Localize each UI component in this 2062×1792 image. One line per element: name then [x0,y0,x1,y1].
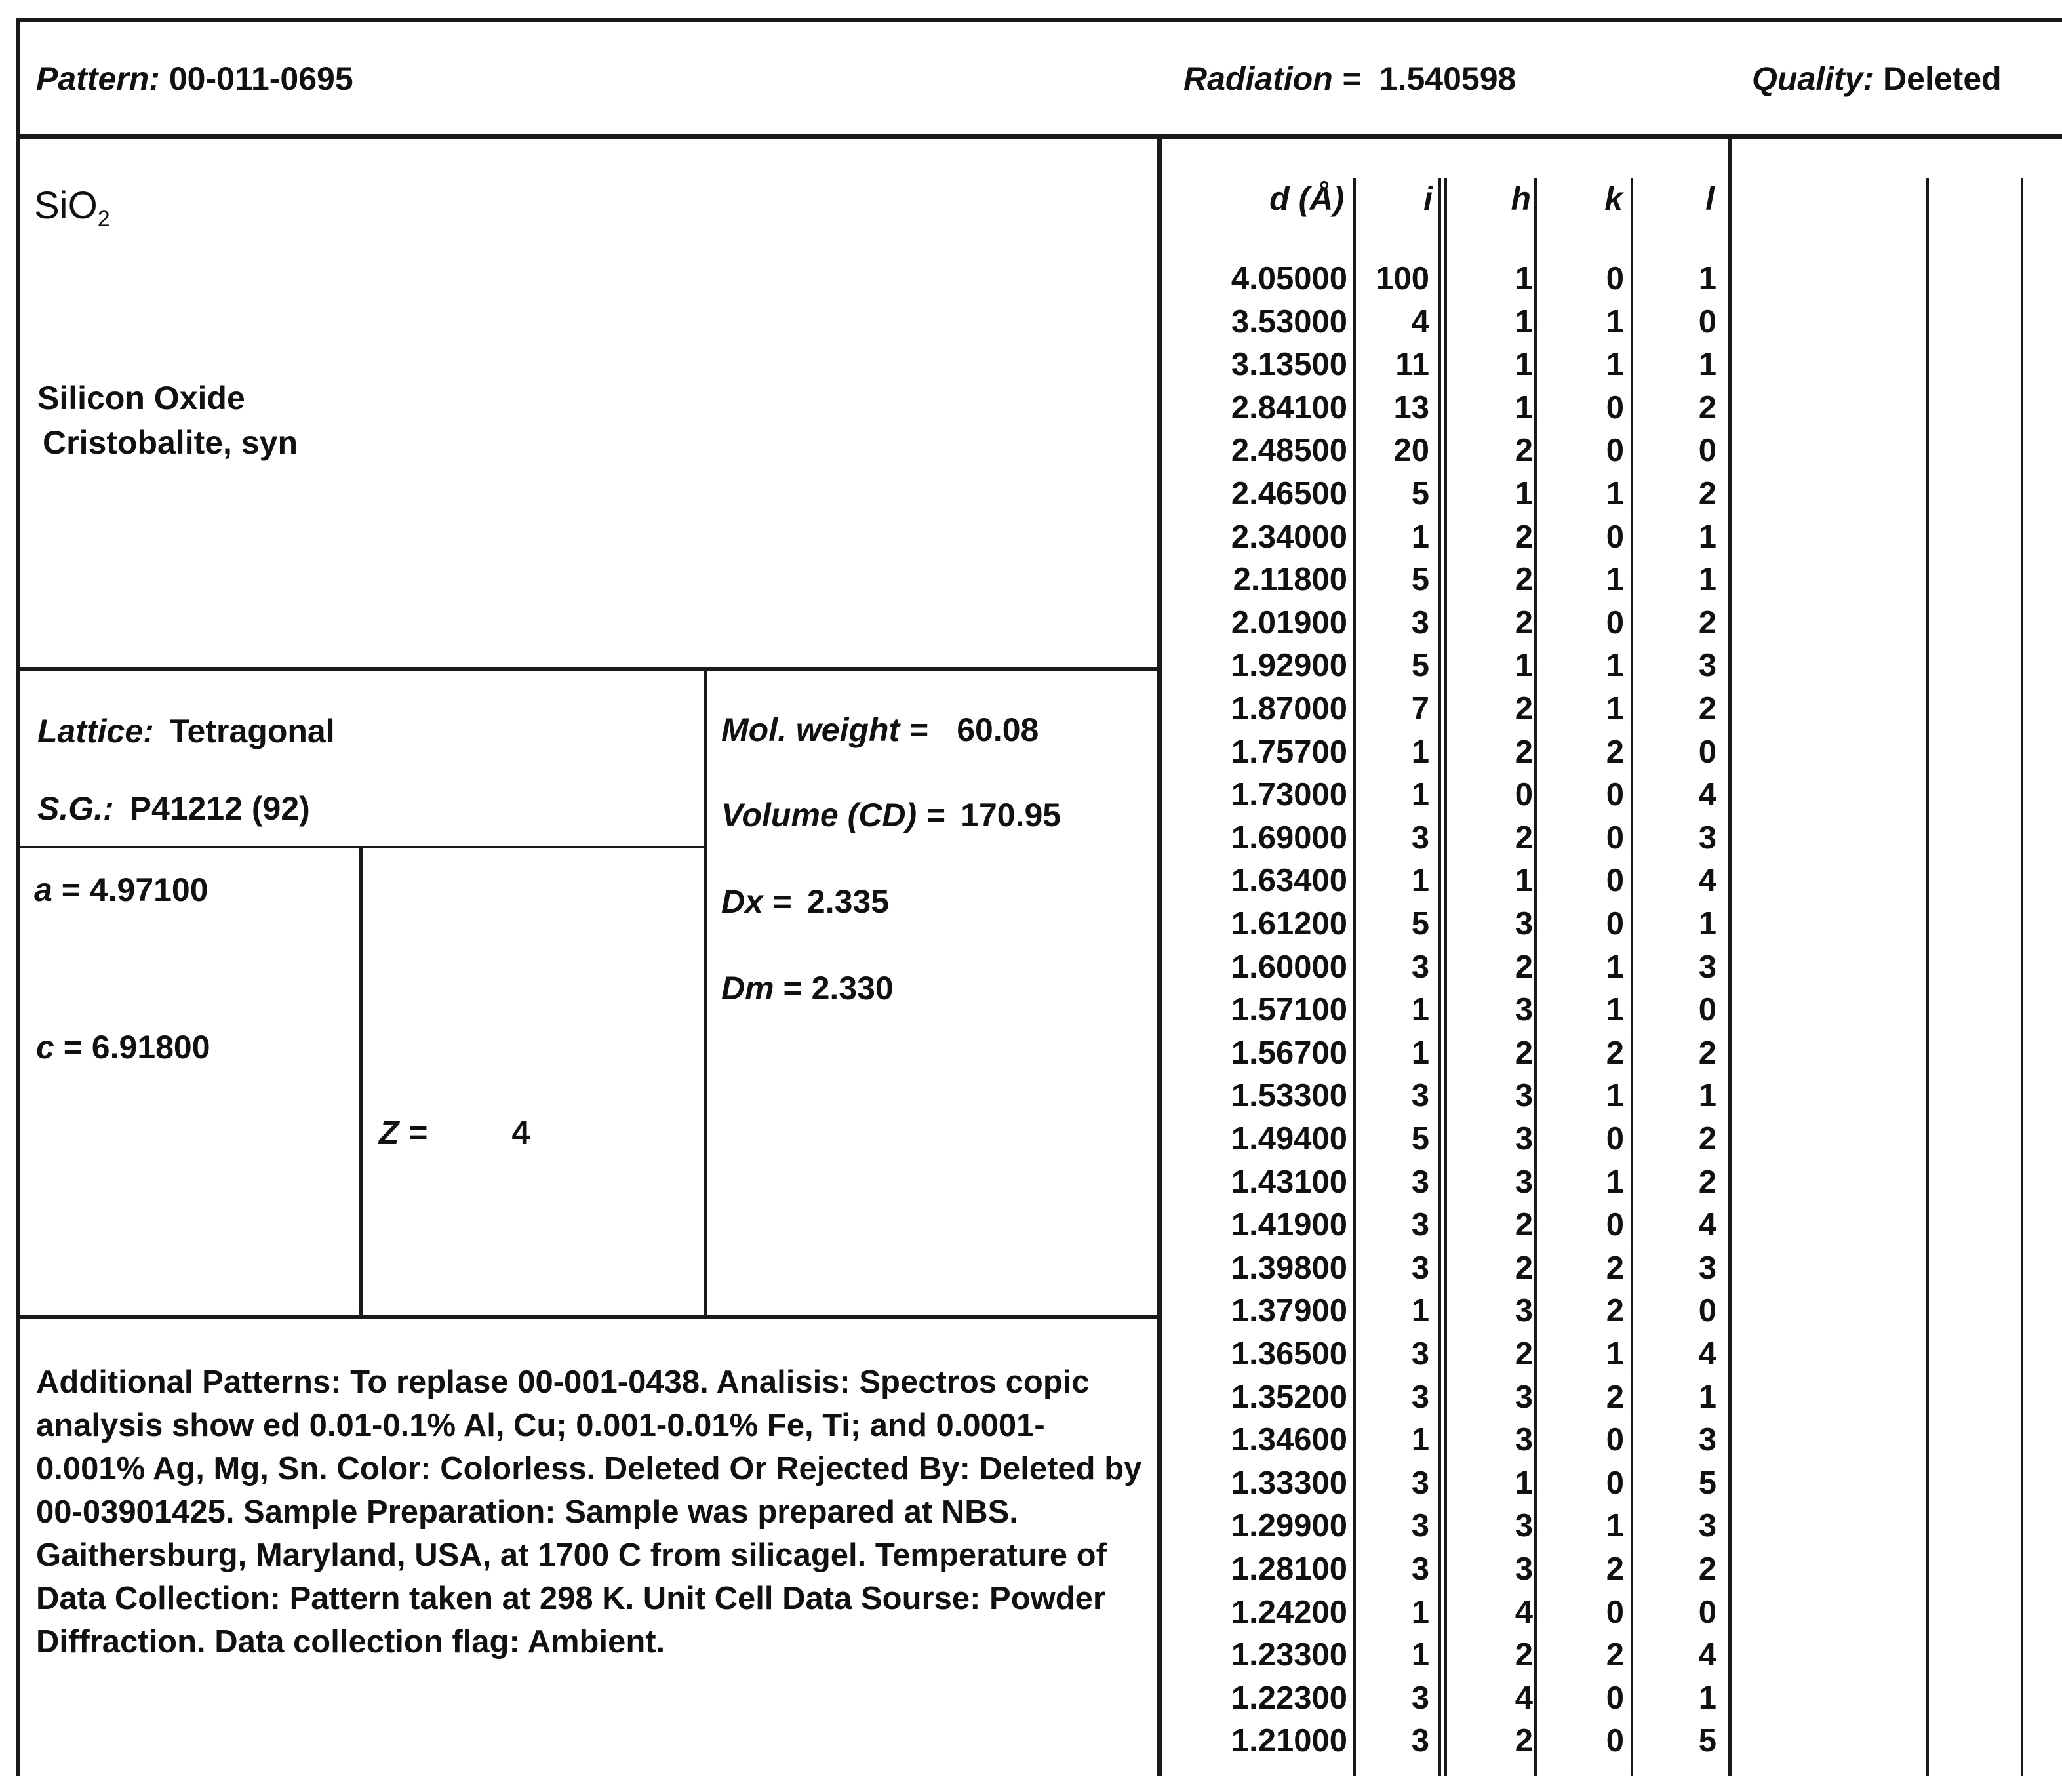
cell-k: 0 [1606,1207,1624,1243]
header-bottom-border [16,134,2062,139]
cell-d: 1.24200 [1231,1594,1347,1630]
cell-i: 3 [1411,820,1429,856]
cell-l: 2 [1698,476,1716,511]
cell-l: 1 [1698,519,1716,555]
cell-l: 1 [1698,906,1716,942]
radiation-field [1183,62,1516,95]
cell-i: 20 [1393,433,1429,469]
cell-h: 2 [1515,1035,1533,1071]
cell-h: 2 [1515,691,1533,727]
cell-l: 5 [1698,1465,1716,1501]
cell-k: 2 [1606,1551,1624,1587]
table-row [1180,1418,1744,1462]
top-border [16,18,2062,22]
cell-d: 1.43100 [1231,1164,1347,1200]
dm-value: = 2.330 [783,970,894,1006]
cell-l: 0 [1698,1293,1716,1329]
cell-h: 2 [1515,1250,1533,1286]
cell-i: 1 [1411,863,1429,899]
lattice-field [37,715,335,747]
cell-l: 2 [1698,605,1716,641]
cell-d: 2.11800 [1233,562,1347,598]
chemical-formula [34,184,110,231]
cell-k: 1 [1606,347,1624,383]
cell-k: 1 [1606,1508,1624,1544]
cell-d: 2.34000 [1231,519,1347,555]
cell-d: 1.56700 [1231,1035,1347,1071]
cell-k: 0 [1606,1422,1624,1458]
table-row [1180,1462,1744,1505]
params-divider [704,669,707,1318]
cell-k: 0 [1606,1594,1624,1630]
table-row [1180,946,1744,989]
cell-l: 0 [1698,304,1716,340]
cell-i: 3 [1411,1379,1429,1415]
cell-i: 3 [1411,1250,1429,1286]
cell-d: 3.13500 [1231,347,1347,383]
cell-k: 0 [1606,1465,1624,1501]
cell-k: 1 [1606,304,1624,340]
cell-h: 1 [1515,304,1533,340]
table-row [1180,1031,1744,1075]
cell-k: 1 [1606,949,1624,985]
cell-k: 1 [1606,691,1624,727]
header-i: i [1423,180,1433,217]
cell-k: 0 [1606,777,1624,813]
cell-d: 1.69000 [1231,820,1347,856]
quality-value: Deleted [1883,60,2002,97]
cell-l: 3 [1698,949,1716,985]
cell-i: 1 [1411,777,1429,813]
table-row [1180,730,1744,774]
cell-d: 1.53300 [1231,1078,1347,1114]
radiation-value: 1.540598 [1379,60,1517,97]
sg-value: P41212 (92) [129,790,310,827]
cell-d: 1.28100 [1231,1551,1347,1587]
table-row [1180,902,1744,946]
cell-l: 0 [1698,433,1716,469]
a-label: a [34,871,52,908]
table-row [1180,1504,1744,1547]
table-row [1180,1633,1744,1677]
cell-d: 1.92900 [1231,648,1347,684]
cell-h: 4 [1515,1594,1533,1630]
cell-d: 1.34600 [1231,1422,1347,1458]
table-row [1180,429,1744,472]
cell-i: 3 [1411,1164,1429,1200]
cell-i: 11 [1395,347,1429,383]
cell-l: 1 [1698,1680,1716,1716]
z-value: 4 [511,1114,530,1151]
table-row [1180,1547,1744,1591]
cell-h: 0 [1515,777,1533,813]
cell-h: 1 [1515,648,1533,684]
table-row [1180,1376,1744,1419]
dx-label: Dx = [721,883,792,920]
cell-l: 0 [1698,734,1716,770]
table-row [1180,300,1744,344]
cell-i: 1 [1411,1594,1429,1630]
cell-d: 1.57100 [1231,992,1347,1028]
dx-value: 2.335 [806,883,890,920]
pattern-label: Pattern: [36,60,160,97]
cell-i: 1 [1411,734,1429,770]
cell-i: 1 [1411,519,1429,555]
lattice-label: Lattice: [37,713,154,749]
additional-notes: Additional Patterns: To replase 00-001-0438. Analisis: Spectros copic analysis show ed 0.01-0.1% Al, Cu; 0.001-0.01% Fe, Ti; and 0.0001-0.001% Ag, Mg, Sn. Color: Colorless. Deleted Or Rejected By: Deleted by 00-03901425. Sample Preparation: Sample was prepared at NBS. Gaithersburg, Maryland, USA, at 1700 C from silicagel. Temperature of Data Collection: Pattern taken at 298 K. Unit Cell Data Sourse: Powder Diffraction. Data collection flag: Ambient. [36,1364,1142,1660]
cell-i: 3 [1411,605,1429,641]
cell-k: 2 [1606,1035,1624,1071]
cell-k: 0 [1606,1680,1624,1716]
cell-d: 2.48500 [1231,433,1347,469]
cell-d: 1.33300 [1231,1465,1347,1501]
cell-i: 5 [1411,476,1429,511]
table-row [1180,257,1744,300]
c-label: c [36,1029,54,1065]
cell-l: 4 [1698,863,1716,899]
cell-h: 3 [1515,1422,1533,1458]
cell-k: 1 [1606,648,1624,684]
cell-i: 3 [1411,1680,1429,1716]
cell-k: 1 [1606,992,1624,1028]
cell-l: 3 [1698,1250,1716,1286]
cell-i: 5 [1411,1121,1429,1157]
z-field [379,1116,530,1149]
cell-k: 1 [1606,1336,1624,1372]
cell-h: 4 [1515,1680,1533,1716]
cell-i: 5 [1411,648,1429,684]
cell-l: 1 [1698,562,1716,598]
table-row [1180,1246,1744,1290]
cell-k: 0 [1606,433,1624,469]
cell-h: 3 [1515,1551,1533,1587]
table-row [1180,601,1744,645]
table-row [1180,687,1744,730]
left-border [16,18,20,1776]
cell-d: 1.63400 [1231,863,1347,899]
table-row [1180,515,1744,559]
pattern-value: 00-011-0695 [169,60,353,97]
table-row [1180,1074,1744,1117]
cell-i: 1 [1411,1035,1429,1071]
left-panel-right-border [1157,134,1162,1776]
cell-l: 2 [1698,1551,1716,1587]
cell-h: 1 [1515,347,1533,383]
dx-field [721,885,889,918]
sg-label: S.G.: [37,790,114,827]
z-label: Z = [379,1114,427,1151]
cell-d: 1.23300 [1231,1637,1347,1673]
cell-h: 3 [1515,992,1533,1028]
cell-l: 4 [1698,1637,1716,1673]
cell-h: 2 [1515,1336,1533,1372]
cell-h: 3 [1515,1078,1533,1114]
table-row [1180,859,1744,902]
cell-i: 3 [1411,1078,1429,1114]
cell-k: 0 [1606,605,1624,641]
cell-l: 1 [1698,261,1716,296]
cell-k: 1 [1606,562,1624,598]
cell-d: 1.22300 [1231,1680,1347,1716]
cell-k: 0 [1606,1121,1624,1157]
cell-h: 2 [1515,820,1533,856]
cell-k: 0 [1606,1723,1624,1759]
cell-k: 1 [1606,476,1624,511]
c-axis-field [36,1031,210,1064]
cell-l: 2 [1698,1035,1716,1071]
cell-i: 1 [1411,992,1429,1028]
table-row [1180,988,1744,1031]
cell-l: 3 [1698,1508,1716,1544]
cell-d: 1.37900 [1231,1293,1347,1329]
cell-i: 1 [1411,1637,1429,1673]
cell-l: 2 [1698,389,1716,426]
header-l: l [1705,180,1715,217]
cell-h: 1 [1515,476,1533,511]
cell-h: 2 [1515,433,1533,469]
cell-l: 0 [1698,1594,1716,1630]
cell-k: 2 [1606,1637,1624,1673]
cell-i: 3 [1411,1207,1429,1243]
cell-l: 5 [1698,1723,1716,1759]
cell-h: 2 [1515,1637,1533,1673]
table-row [1180,1289,1744,1332]
mol-weight-field [721,713,1039,746]
cell-i: 5 [1411,906,1429,942]
cell-l: 0 [1698,992,1716,1028]
table-row [1180,386,1744,429]
cell-h: 2 [1515,1207,1533,1243]
cell-k: 2 [1606,734,1624,770]
table-row [1180,1117,1744,1161]
compound-name: Silicon Oxide [37,380,245,416]
mineral-name: Cristobalite, syn [43,424,298,461]
params-bottom-border [16,1315,1162,1319]
cell-d: 2.46500 [1231,476,1347,511]
cell-l: 2 [1698,691,1716,727]
cell-i: 3 [1411,1336,1429,1372]
cell-i: 3 [1411,1551,1429,1587]
table-row [1180,558,1744,601]
cell-d: 1.39800 [1231,1250,1347,1286]
cell-i: 5 [1411,562,1429,598]
cell-h: 2 [1515,519,1533,555]
cell-d: 1.29900 [1231,1508,1347,1544]
header-d: d (Å) [1269,180,1344,217]
cell-i: 100 [1376,261,1429,296]
table-row [1180,816,1744,860]
radiation-label: Radiation = [1183,60,1361,97]
cell-d: 1.73000 [1231,777,1347,813]
cell-h: 3 [1515,1379,1533,1415]
extra-col-line-2 [2021,178,2023,1776]
table-row [1180,644,1744,687]
cell-d: 1.35200 [1231,1379,1347,1415]
cell-k: 0 [1606,820,1624,856]
cell-k: 1 [1606,1078,1624,1114]
cell-k: 0 [1606,389,1624,426]
cell-h: 1 [1515,863,1533,899]
pattern-field [36,62,353,95]
dm-label: Dm [721,970,774,1006]
table-row [1180,1719,1744,1762]
cell-i: 4 [1411,304,1429,340]
cell-d: 2.84100 [1231,389,1347,426]
cell-l: 1 [1698,347,1716,383]
cell-k: 0 [1606,261,1624,296]
cell-l: 3 [1698,820,1716,856]
cell-i: 3 [1411,1465,1429,1501]
space-group-field [37,792,310,825]
extra-col-line-1 [1926,178,1929,1776]
quality-label: Quality: [1752,60,1874,97]
table-row [1180,343,1744,386]
cell-h: 3 [1515,906,1533,942]
cell-d: 1.61200 [1231,906,1347,942]
cell-l: 1 [1698,1379,1716,1415]
volume-label: Volume (CD) = [721,797,945,833]
table-row [1180,1332,1744,1376]
cell-d: 1.87000 [1231,691,1347,727]
cell-h: 2 [1515,562,1533,598]
cell-l: 4 [1698,1207,1716,1243]
c-value: = 6.91800 [63,1029,210,1065]
cell-i: 13 [1393,389,1429,426]
cell-d: 1.41900 [1231,1207,1347,1243]
dm-field [721,972,894,1005]
cell-k: 0 [1606,863,1624,899]
cell-h: 3 [1515,1121,1533,1157]
cell-i: 3 [1411,1723,1429,1759]
cell-k: 2 [1606,1250,1624,1286]
cell-d: 1.49400 [1231,1121,1347,1157]
cell-h: 3 [1515,1508,1533,1544]
cell-l: 2 [1698,1121,1716,1157]
formula-main: SiO [34,184,98,227]
a-value: = 4.97100 [61,871,208,908]
cell-h: 1 [1515,1465,1533,1501]
cell-l: 3 [1698,1422,1716,1458]
cell-l: 2 [1698,1164,1716,1200]
cell-i: 7 [1411,691,1429,727]
cell-l: 3 [1698,648,1716,684]
axis-z-divider [359,847,363,1318]
cell-l: 4 [1698,1336,1716,1372]
cell-d: 2.01900 [1231,605,1347,641]
mol-weight-label: Mol. weight = [721,711,928,748]
cell-h: 2 [1515,949,1533,985]
header-h: h [1511,180,1531,217]
header-k: k [1604,180,1623,217]
cell-k: 0 [1606,906,1624,942]
table-row [1180,1203,1744,1246]
volume-value: 170.95 [961,797,1061,833]
cell-h: 2 [1515,605,1533,641]
cell-k: 2 [1606,1379,1624,1415]
compound-bottom-border [16,667,1162,671]
table-row [1180,773,1744,816]
cell-d: 4.05000 [1231,261,1347,296]
cell-h: 2 [1515,734,1533,770]
table-row [1180,472,1744,515]
table-row [1180,1677,1744,1720]
lattice-value: Tetragonal [169,713,335,749]
cell-h: 1 [1515,261,1533,296]
cell-k: 2 [1606,1293,1624,1329]
cell-i: 3 [1411,949,1429,985]
cell-l: 4 [1698,777,1716,813]
formula-subscript: 2 [97,207,110,231]
table-row [1180,1591,1744,1634]
cell-i: 1 [1411,1293,1429,1329]
cell-k: 1 [1606,1164,1624,1200]
cell-h: 3 [1515,1293,1533,1329]
cell-d: 1.21000 [1231,1723,1347,1759]
cell-d: 3.53000 [1231,304,1347,340]
table-row [1180,1161,1744,1204]
cell-d: 1.75700 [1231,734,1347,770]
volume-field [721,799,1061,831]
cell-i: 3 [1411,1508,1429,1544]
cell-l: 1 [1698,1078,1716,1114]
mol-weight-value: 60.08 [957,711,1039,748]
cell-k: 0 [1606,519,1624,555]
cell-h: 2 [1515,1723,1533,1759]
cell-h: 3 [1515,1164,1533,1200]
cell-d: 1.60000 [1231,949,1347,985]
cell-i: 1 [1411,1422,1429,1458]
cell-h: 1 [1515,389,1533,426]
a-axis-field [34,873,208,906]
quality-field [1752,62,2002,95]
cell-d: 1.36500 [1231,1336,1347,1372]
